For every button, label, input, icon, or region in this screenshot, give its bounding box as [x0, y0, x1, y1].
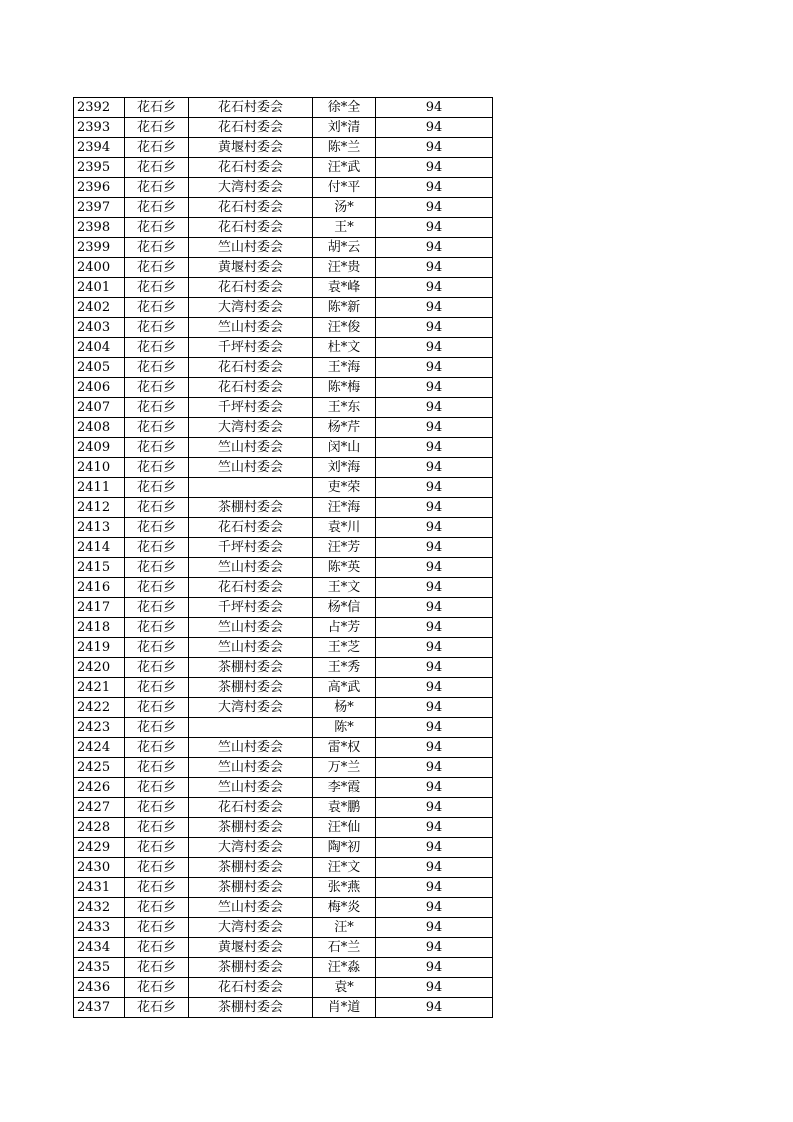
person-name-cell: 王*秀 [313, 658, 376, 678]
person-name-cell: 杨* [313, 698, 376, 718]
table-row [74, 438, 493, 458]
person-name-cell: 王*文 [313, 578, 376, 598]
village-committee-cell: 大湾村委会 [189, 918, 313, 938]
village-committee-cell: 茶棚村委会 [189, 858, 313, 878]
person-name-cell: 王*东 [313, 398, 376, 418]
score-cell: 94 [376, 878, 493, 898]
person-name-cell: 李*霞 [313, 778, 376, 798]
township-cell: 花石乡 [125, 238, 189, 258]
person-name-cell: 徐*全 [313, 98, 376, 118]
person-name-cell: 汪*海 [313, 498, 376, 518]
township-cell: 花石乡 [125, 178, 189, 198]
table-row [74, 618, 493, 638]
village-committee-cell: 大湾村委会 [189, 298, 313, 318]
score-cell: 94 [376, 458, 493, 478]
village-committee-cell: 竺山村委会 [189, 738, 313, 758]
table-row [74, 518, 493, 538]
person-name-cell: 高*武 [313, 678, 376, 698]
village-committee-cell: 竺山村委会 [189, 778, 313, 798]
table-row [74, 538, 493, 558]
row-number-cell: 2416 [74, 578, 125, 598]
row-number-cell: 2420 [74, 658, 125, 678]
score-cell: 94 [376, 858, 493, 878]
village-committee-cell: 花石村委会 [189, 578, 313, 598]
score-cell: 94 [376, 618, 493, 638]
row-number-cell: 2400 [74, 258, 125, 278]
score-cell: 94 [376, 298, 493, 318]
score-cell: 94 [376, 418, 493, 438]
township-cell: 花石乡 [125, 318, 189, 338]
table-row [74, 478, 493, 498]
row-number-cell: 2424 [74, 738, 125, 758]
person-name-cell: 袁*峰 [313, 278, 376, 298]
village-committee-cell [189, 478, 313, 498]
table-row [74, 458, 493, 478]
score-cell: 94 [376, 558, 493, 578]
score-cell: 94 [376, 598, 493, 618]
table-row [74, 758, 493, 778]
row-number-cell: 2419 [74, 638, 125, 658]
person-name-cell: 汪*武 [313, 158, 376, 178]
township-cell: 花石乡 [125, 958, 189, 978]
township-cell: 花石乡 [125, 758, 189, 778]
table-row [74, 278, 493, 298]
table-row [74, 198, 493, 218]
township-cell: 花石乡 [125, 338, 189, 358]
township-cell: 花石乡 [125, 998, 189, 1018]
person-name-cell: 吏*荣 [313, 478, 376, 498]
table-row [74, 378, 493, 398]
score-cell: 94 [376, 278, 493, 298]
table-row [74, 118, 493, 138]
score-cell: 94 [376, 138, 493, 158]
row-number-cell: 2410 [74, 458, 125, 478]
row-number-cell: 2413 [74, 518, 125, 538]
score-cell: 94 [376, 158, 493, 178]
row-number-cell: 2418 [74, 618, 125, 638]
person-name-cell: 万*兰 [313, 758, 376, 778]
row-number-cell: 2394 [74, 138, 125, 158]
score-cell: 94 [376, 358, 493, 378]
person-name-cell: 闵*山 [313, 438, 376, 458]
score-cell: 94 [376, 478, 493, 498]
township-cell: 花石乡 [125, 618, 189, 638]
village-committee-cell: 千坪村委会 [189, 338, 313, 358]
row-number-cell: 2437 [74, 998, 125, 1018]
township-cell: 花石乡 [125, 698, 189, 718]
person-name-cell: 付*平 [313, 178, 376, 198]
person-name-cell: 陶*初 [313, 838, 376, 858]
row-number-cell: 2422 [74, 698, 125, 718]
table-row [74, 318, 493, 338]
row-number-cell: 2425 [74, 758, 125, 778]
township-cell: 花石乡 [125, 138, 189, 158]
village-committee-cell: 茶棚村委会 [189, 658, 313, 678]
village-committee-cell: 花石村委会 [189, 518, 313, 538]
score-cell: 94 [376, 958, 493, 978]
village-committee-cell: 竺山村委会 [189, 458, 313, 478]
township-cell: 花石乡 [125, 398, 189, 418]
person-name-cell: 占*芳 [313, 618, 376, 638]
row-number-cell: 2401 [74, 278, 125, 298]
village-committee-cell: 花石村委会 [189, 978, 313, 998]
person-name-cell: 杜*文 [313, 338, 376, 358]
township-cell: 花石乡 [125, 858, 189, 878]
row-number-cell: 2414 [74, 538, 125, 558]
table-row [74, 418, 493, 438]
village-committee-cell: 竺山村委会 [189, 318, 313, 338]
township-cell: 花石乡 [125, 558, 189, 578]
village-committee-cell: 竺山村委会 [189, 618, 313, 638]
township-cell: 花石乡 [125, 638, 189, 658]
township-cell: 花石乡 [125, 438, 189, 458]
table-row [74, 138, 493, 158]
score-cell: 94 [376, 578, 493, 598]
person-name-cell: 肖*道 [313, 998, 376, 1018]
village-committee-cell: 花石村委会 [189, 798, 313, 818]
village-committee-cell: 竺山村委会 [189, 438, 313, 458]
table-row [74, 918, 493, 938]
row-number-cell: 2434 [74, 938, 125, 958]
table-row [74, 658, 493, 678]
row-number-cell: 2397 [74, 198, 125, 218]
person-name-cell: 汪*淼 [313, 958, 376, 978]
village-committee-cell: 大湾村委会 [189, 418, 313, 438]
score-cell: 94 [376, 638, 493, 658]
village-committee-cell: 茶棚村委会 [189, 818, 313, 838]
row-number-cell: 2428 [74, 818, 125, 838]
township-cell: 花石乡 [125, 838, 189, 858]
table-row [74, 898, 493, 918]
table-row [74, 258, 493, 278]
score-cell: 94 [376, 198, 493, 218]
score-cell: 94 [376, 718, 493, 738]
township-cell: 花石乡 [125, 378, 189, 398]
table-row [74, 698, 493, 718]
township-cell: 花石乡 [125, 598, 189, 618]
township-cell: 花石乡 [125, 358, 189, 378]
township-cell: 花石乡 [125, 898, 189, 918]
township-cell: 花石乡 [125, 478, 189, 498]
township-cell: 花石乡 [125, 158, 189, 178]
row-number-cell: 2415 [74, 558, 125, 578]
table-row [74, 298, 493, 318]
village-committee-cell: 千坪村委会 [189, 398, 313, 418]
person-name-cell: 陈* [313, 718, 376, 738]
township-cell: 花石乡 [125, 418, 189, 438]
village-committee-cell: 大湾村委会 [189, 178, 313, 198]
row-number-cell: 2396 [74, 178, 125, 198]
row-number-cell: 2405 [74, 358, 125, 378]
table-row [74, 218, 493, 238]
village-committee-cell: 茶棚村委会 [189, 878, 313, 898]
table-row [74, 338, 493, 358]
score-cell: 94 [376, 698, 493, 718]
row-number-cell: 2402 [74, 298, 125, 318]
row-number-cell: 2403 [74, 318, 125, 338]
village-committee-cell: 花石村委会 [189, 378, 313, 398]
village-committee-cell: 茶棚村委会 [189, 678, 313, 698]
township-cell: 花石乡 [125, 578, 189, 598]
person-name-cell: 陈*梅 [313, 378, 376, 398]
row-number-cell: 2406 [74, 378, 125, 398]
table-row [74, 358, 493, 378]
township-cell: 花石乡 [125, 778, 189, 798]
person-name-cell: 王*芝 [313, 638, 376, 658]
table-row [74, 398, 493, 418]
row-number-cell: 2423 [74, 718, 125, 738]
table-row [74, 858, 493, 878]
township-cell: 花石乡 [125, 198, 189, 218]
person-name-cell: 雷*权 [313, 738, 376, 758]
person-name-cell: 杨*芹 [313, 418, 376, 438]
person-name-cell: 王* [313, 218, 376, 238]
row-number-cell: 2431 [74, 878, 125, 898]
township-cell: 花石乡 [125, 738, 189, 758]
table-row [74, 798, 493, 818]
person-name-cell: 汪* [313, 918, 376, 938]
score-cell: 94 [376, 738, 493, 758]
person-name-cell: 袁* [313, 978, 376, 998]
village-committee-cell: 花石村委会 [189, 278, 313, 298]
person-name-cell: 袁*川 [313, 518, 376, 538]
township-cell: 花石乡 [125, 258, 189, 278]
score-cell: 94 [376, 758, 493, 778]
village-committee-cell: 竺山村委会 [189, 638, 313, 658]
person-name-cell: 汤* [313, 198, 376, 218]
score-cell: 94 [376, 978, 493, 998]
table-row [74, 578, 493, 598]
township-cell: 花石乡 [125, 938, 189, 958]
township-cell: 花石乡 [125, 278, 189, 298]
row-number-cell: 2392 [74, 98, 125, 118]
table-row [74, 998, 493, 1018]
score-cell: 94 [376, 678, 493, 698]
score-cell: 94 [376, 538, 493, 558]
person-name-cell: 张*燕 [313, 878, 376, 898]
township-cell: 花石乡 [125, 978, 189, 998]
score-cell: 94 [376, 658, 493, 678]
person-name-cell: 刘*海 [313, 458, 376, 478]
score-cell: 94 [376, 898, 493, 918]
score-cell: 94 [376, 998, 493, 1018]
score-cell: 94 [376, 498, 493, 518]
township-cell: 花石乡 [125, 798, 189, 818]
village-committee-cell: 茶棚村委会 [189, 998, 313, 1018]
score-cell: 94 [376, 318, 493, 338]
person-name-cell: 杨*信 [313, 598, 376, 618]
score-cell: 94 [376, 118, 493, 138]
row-number-cell: 2404 [74, 338, 125, 358]
row-number-cell: 2411 [74, 478, 125, 498]
person-name-cell: 陈*兰 [313, 138, 376, 158]
row-number-cell: 2436 [74, 978, 125, 998]
township-cell: 花石乡 [125, 118, 189, 138]
table-row [74, 978, 493, 998]
township-cell: 花石乡 [125, 678, 189, 698]
score-cell: 94 [376, 838, 493, 858]
row-number-cell: 2408 [74, 418, 125, 438]
village-committee-cell: 茶棚村委会 [189, 958, 313, 978]
score-cell: 94 [376, 778, 493, 798]
score-cell: 94 [376, 98, 493, 118]
person-name-cell: 汪*贵 [313, 258, 376, 278]
village-committee-cell [189, 718, 313, 738]
person-name-cell: 袁*鹏 [313, 798, 376, 818]
person-name-cell: 石*兰 [313, 938, 376, 958]
score-cell: 94 [376, 518, 493, 538]
table-row [74, 598, 493, 618]
row-number-cell: 2426 [74, 778, 125, 798]
village-committee-cell: 竺山村委会 [189, 758, 313, 778]
roster-table-body [74, 98, 493, 1018]
township-cell: 花石乡 [125, 718, 189, 738]
village-committee-cell: 千坪村委会 [189, 538, 313, 558]
village-committee-cell: 竺山村委会 [189, 898, 313, 918]
row-number-cell: 2429 [74, 838, 125, 858]
score-cell: 94 [376, 338, 493, 358]
village-committee-cell: 花石村委会 [189, 218, 313, 238]
village-committee-cell: 大湾村委会 [189, 698, 313, 718]
person-name-cell: 汪*文 [313, 858, 376, 878]
score-cell: 94 [376, 258, 493, 278]
village-committee-cell: 黄堰村委会 [189, 938, 313, 958]
table-row [74, 718, 493, 738]
township-cell: 花石乡 [125, 658, 189, 678]
person-name-cell: 梅*炎 [313, 898, 376, 918]
person-name-cell: 陈*新 [313, 298, 376, 318]
row-number-cell: 2421 [74, 678, 125, 698]
township-cell: 花石乡 [125, 538, 189, 558]
row-number-cell: 2412 [74, 498, 125, 518]
person-name-cell: 汪*俊 [313, 318, 376, 338]
village-committee-cell: 花石村委会 [189, 358, 313, 378]
village-committee-cell: 大湾村委会 [189, 838, 313, 858]
person-name-cell: 陈*英 [313, 558, 376, 578]
score-cell: 94 [376, 938, 493, 958]
score-cell: 94 [376, 178, 493, 198]
table-row [74, 178, 493, 198]
table-row [74, 98, 493, 118]
row-number-cell: 2435 [74, 958, 125, 978]
row-number-cell: 2427 [74, 798, 125, 818]
table-row [74, 558, 493, 578]
village-committee-cell: 花石村委会 [189, 118, 313, 138]
row-number-cell: 2430 [74, 858, 125, 878]
table-row [74, 238, 493, 258]
village-committee-cell: 黄堰村委会 [189, 258, 313, 278]
person-name-cell: 王*海 [313, 358, 376, 378]
village-committee-cell: 花石村委会 [189, 98, 313, 118]
village-committee-cell: 千坪村委会 [189, 598, 313, 618]
township-cell: 花石乡 [125, 458, 189, 478]
score-cell: 94 [376, 218, 493, 238]
person-name-cell: 胡*云 [313, 238, 376, 258]
village-committee-cell: 花石村委会 [189, 198, 313, 218]
row-number-cell: 2433 [74, 918, 125, 938]
table-row [74, 158, 493, 178]
table-row [74, 958, 493, 978]
table-row [74, 838, 493, 858]
row-number-cell: 2417 [74, 598, 125, 618]
row-number-cell: 2398 [74, 218, 125, 238]
table-row [74, 498, 493, 518]
township-cell: 花石乡 [125, 878, 189, 898]
person-name-cell: 汪*芳 [313, 538, 376, 558]
row-number-cell: 2399 [74, 238, 125, 258]
score-cell: 94 [376, 238, 493, 258]
score-cell: 94 [376, 378, 493, 398]
township-cell: 花石乡 [125, 498, 189, 518]
roster-table [73, 97, 493, 1018]
township-cell: 花石乡 [125, 518, 189, 538]
village-committee-cell: 花石村委会 [189, 158, 313, 178]
township-cell: 花石乡 [125, 818, 189, 838]
table-row [74, 678, 493, 698]
table-row [74, 818, 493, 838]
person-name-cell: 刘*清 [313, 118, 376, 138]
township-cell: 花石乡 [125, 98, 189, 118]
table-row [74, 638, 493, 658]
township-cell: 花石乡 [125, 918, 189, 938]
table-row [74, 778, 493, 798]
score-cell: 94 [376, 818, 493, 838]
township-cell: 花石乡 [125, 218, 189, 238]
score-cell: 94 [376, 798, 493, 818]
row-number-cell: 2395 [74, 158, 125, 178]
row-number-cell: 2409 [74, 438, 125, 458]
table-row [74, 738, 493, 758]
village-committee-cell: 黄堰村委会 [189, 138, 313, 158]
village-committee-cell: 茶棚村委会 [189, 498, 313, 518]
township-cell: 花石乡 [125, 298, 189, 318]
row-number-cell: 2407 [74, 398, 125, 418]
table-row [74, 878, 493, 898]
village-committee-cell: 竺山村委会 [189, 558, 313, 578]
village-committee-cell: 竺山村委会 [189, 238, 313, 258]
score-cell: 94 [376, 398, 493, 418]
row-number-cell: 2432 [74, 898, 125, 918]
person-name-cell: 汪*仙 [313, 818, 376, 838]
table-row [74, 938, 493, 958]
score-cell: 94 [376, 918, 493, 938]
row-number-cell: 2393 [74, 118, 125, 138]
score-cell: 94 [376, 438, 493, 458]
